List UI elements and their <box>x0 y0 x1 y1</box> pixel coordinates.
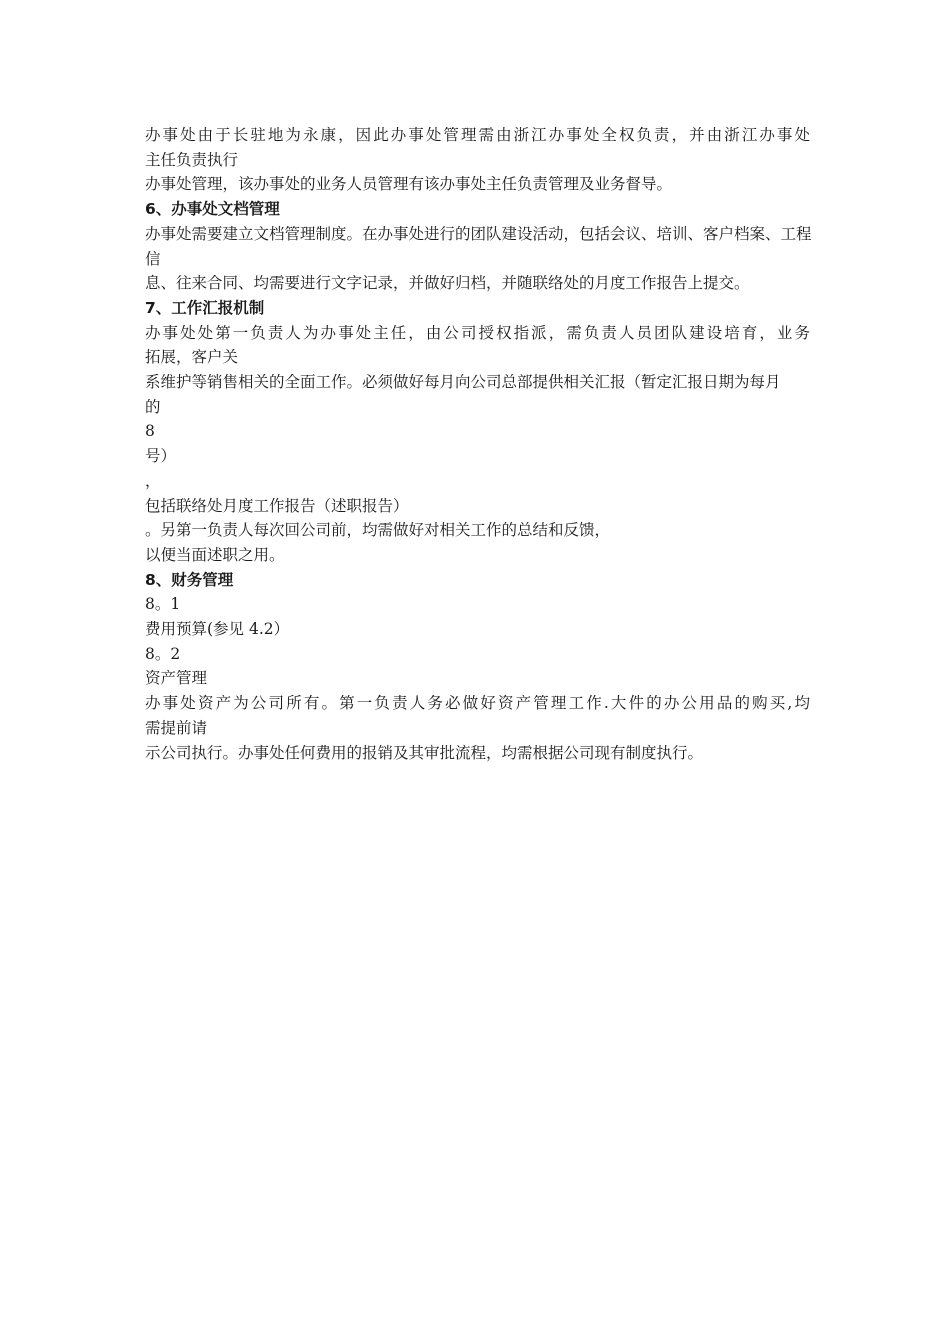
text-line: 主任负责执行 <box>145 150 239 169</box>
section-heading: 8、财务管理 <box>145 570 234 589</box>
text-line: 拓展，客户关 <box>145 348 239 367</box>
text-line: 信 <box>145 249 161 268</box>
text-line: 办事处需要建立文档管理制度。在办事处进行的团队建设活动，包括会议、培训、客户档案、工程 <box>145 224 812 243</box>
text-line: 包括联络处月度工作报告（述职报告） <box>145 496 409 515</box>
text-line: ， <box>145 471 161 490</box>
text-line: 办事处处第一负责人为办事处主任，由公司授权指派，需负责人员团队建设培育，业务 <box>145 323 810 342</box>
text-line: 8 <box>145 422 155 441</box>
text-line: 。另第一负责人每次回公司前，均需做好对相关工作的总结和反馈， <box>145 521 611 540</box>
text-line: 8。1 <box>145 595 181 614</box>
section-heading: 7、工作汇报机制 <box>145 298 265 317</box>
text-line: 息、往来合同、均需要进行文字记录，并做好归档，并随联络处的月度工作报告上提交。 <box>145 274 750 293</box>
text-line: 办事处管理，该办事处的业务人员管理有该办事处主任负责管理及业务督导。 <box>145 175 673 194</box>
text-line: 办事处由于长驻地为永康，因此办事处管理需由浙江办事处全权负责，并由浙江办事处 <box>145 126 810 144</box>
text-line: 8。2 <box>145 644 181 663</box>
text-line: 系维护等销售相关的全面工作。必须做好每月向公司总部提供相关汇报（暂定汇报日期为每月 <box>145 373 781 392</box>
text-line: 资产管理 <box>145 669 208 688</box>
text-line: 办事处资产为公司所有。第一负责人务必做好资产管理工作.大件的办公用品的购买,均 <box>145 694 810 713</box>
text-line: 示公司执行。办事处任何费用的报销及其审批流程，均需根据公司现有制度执行。 <box>145 743 704 762</box>
text-line: 以便当面述职之用。 <box>145 545 285 564</box>
text-line: 号） <box>145 447 177 466</box>
text-line: 的 <box>145 397 161 416</box>
document-body <box>145 123 810 765</box>
section-heading: 6、办事处文档管理 <box>145 200 280 219</box>
text-line: 需提前请 <box>145 718 208 737</box>
text-line: 费用预算(参见 4.2） <box>145 620 290 639</box>
